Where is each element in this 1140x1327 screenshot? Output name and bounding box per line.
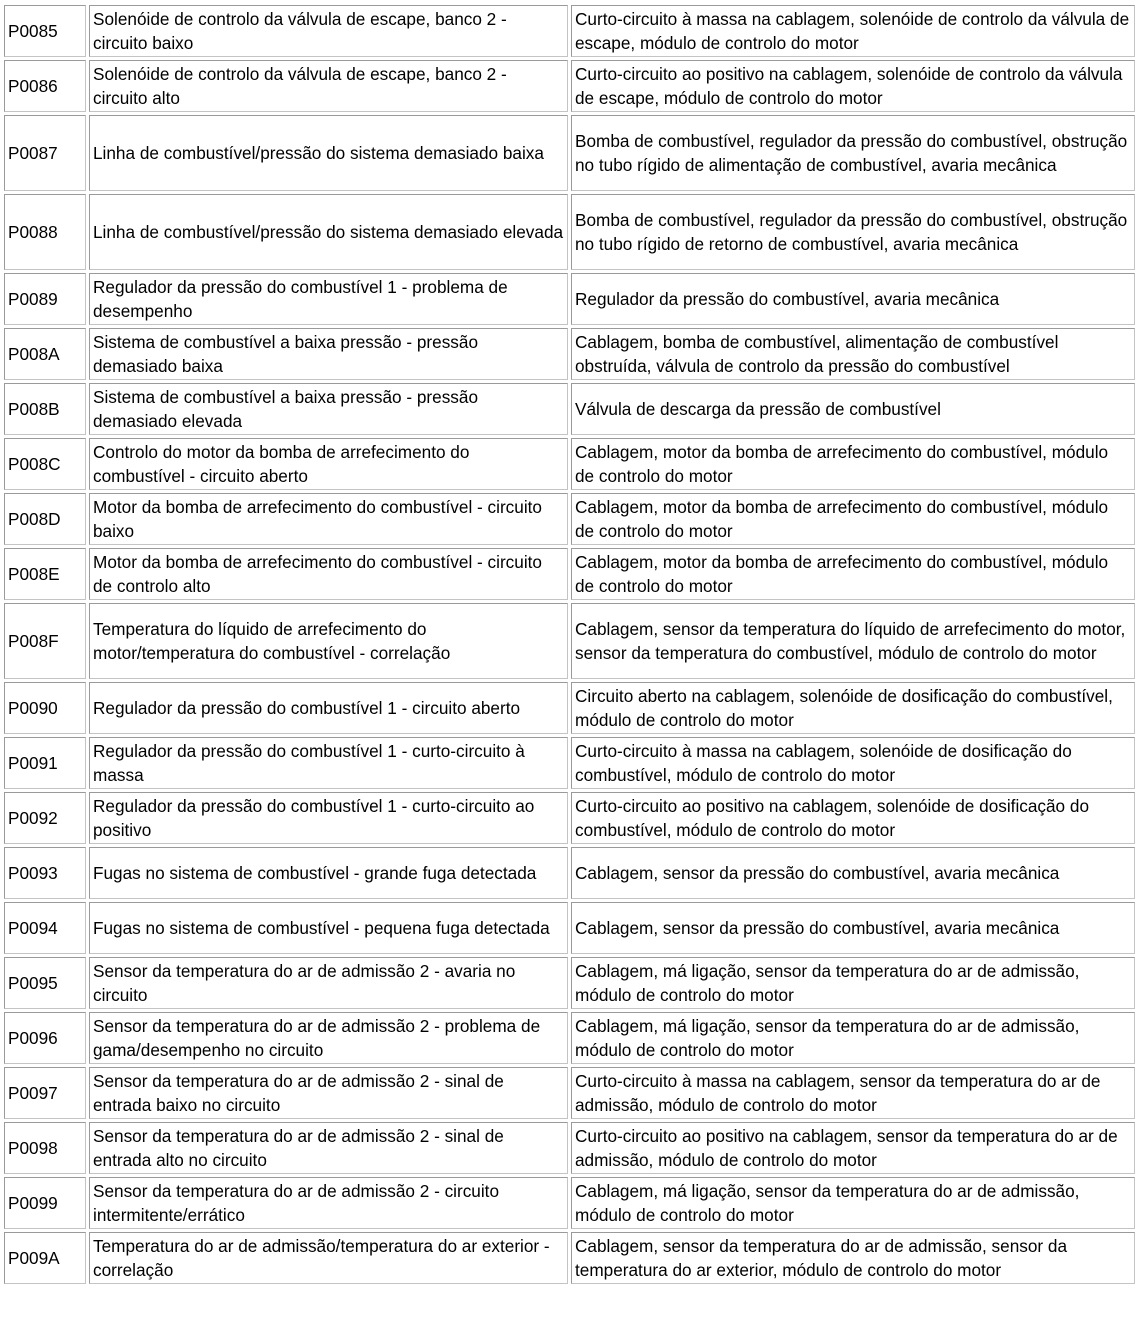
table-row — [4, 682, 1135, 734]
dtc-causes: Curto-circuito à massa na cablagem, sensor da temperatura do ar de admissão, módulo de controlo do motor — [571, 1067, 1135, 1119]
dtc-description: Regulador da pressão do combustível 1 - circuito aberto — [89, 682, 568, 734]
dtc-description: Solenóide de controlo da válvula de escape, banco 2 - circuito alto — [89, 60, 568, 112]
dtc-description: Motor da bomba de arrefecimento do combustível - circuito de controlo alto — [89, 548, 568, 600]
table-row — [4, 1067, 1135, 1119]
dtc-code: P0096 — [4, 1012, 86, 1064]
dtc-code: P0097 — [4, 1067, 86, 1119]
dtc-description: Temperatura do líquido de arrefecimento do motor/temperatura do combustível - correlação — [89, 603, 568, 679]
dtc-code: P0093 — [4, 847, 86, 899]
table-row — [4, 60, 1135, 112]
dtc-code: P008B — [4, 383, 86, 435]
table-row — [4, 1232, 1135, 1284]
dtc-causes: Cablagem, motor da bomba de arrefecimento do combustível, módulo de controlo do motor — [571, 438, 1135, 490]
dtc-description: Motor da bomba de arrefecimento do combustível - circuito baixo — [89, 493, 568, 545]
dtc-description: Controlo do motor da bomba de arrefecimento do combustível - circuito aberto — [89, 438, 568, 490]
table-row — [4, 603, 1135, 679]
dtc-code: P008E — [4, 548, 86, 600]
dtc-code: P0087 — [4, 115, 86, 191]
dtc-code: P009A — [4, 1232, 86, 1284]
dtc-causes: Curto-circuito ao positivo na cablagem, solenóide de controlo da válvula de escape, módulo de controlo do motor — [571, 60, 1135, 112]
dtc-description: Sensor da temperatura do ar de admissão 2 - sinal de entrada alto no circuito — [89, 1122, 568, 1174]
dtc-code: P0089 — [4, 273, 86, 325]
dtc-description: Sistema de combustível a baixa pressão - pressão demasiado baixa — [89, 328, 568, 380]
table-row — [4, 737, 1135, 789]
dtc-causes: Cablagem, má ligação, sensor da temperatura do ar de admissão, módulo de controlo do motor — [571, 1012, 1135, 1064]
table-row — [4, 273, 1135, 325]
dtc-code: P0088 — [4, 194, 86, 270]
dtc-description: Sistema de combustível a baixa pressão - pressão demasiado elevada — [89, 383, 568, 435]
dtc-description: Temperatura do ar de admissão/temperatura do ar exterior - correlação — [89, 1232, 568, 1284]
table-row — [4, 493, 1135, 545]
table-row — [4, 438, 1135, 490]
dtc-code: P008C — [4, 438, 86, 490]
table-row — [4, 957, 1135, 1009]
dtc-code: P0098 — [4, 1122, 86, 1174]
table-row — [4, 847, 1135, 899]
dtc-causes: Cablagem, sensor da temperatura do líquido de arrefecimento do motor, sensor da temperatura do combustível, módulo de controlo do motor — [571, 603, 1135, 679]
dtc-causes: Cablagem, má ligação, sensor da temperatura do ar de admissão, módulo de controlo do motor — [571, 957, 1135, 1009]
dtc-causes: Curto-circuito ao positivo na cablagem, solenóide de dosificação do combustível, módulo de controlo do motor — [571, 792, 1135, 844]
dtc-causes: Circuito aberto na cablagem, solenóide de dosificação do combustível, módulo de controlo do motor — [571, 682, 1135, 734]
dtc-causes: Cablagem, má ligação, sensor da temperatura do ar de admissão, módulo de controlo do motor — [571, 1177, 1135, 1229]
table-row — [4, 548, 1135, 600]
table-row — [4, 194, 1135, 270]
table-row — [4, 115, 1135, 191]
dtc-code: P0092 — [4, 792, 86, 844]
dtc-code: P0099 — [4, 1177, 86, 1229]
dtc-description: Sensor da temperatura do ar de admissão 2 - sinal de entrada baixo no circuito — [89, 1067, 568, 1119]
dtc-description: Regulador da pressão do combustível 1 - curto-circuito ao positivo — [89, 792, 568, 844]
dtc-causes: Cablagem, motor da bomba de arrefecimento do combustível, módulo de controlo do motor — [571, 493, 1135, 545]
table-row — [4, 1012, 1135, 1064]
dtc-code: P008D — [4, 493, 86, 545]
table-row — [4, 383, 1135, 435]
dtc-code: P0091 — [4, 737, 86, 789]
dtc-description: Fugas no sistema de combustível - grande fuga detectada — [89, 847, 568, 899]
dtc-causes: Bomba de combustível, regulador da pressão do combustível, obstrução no tubo rígido de alimentação de combustível, avaria mecânica — [571, 115, 1135, 191]
dtc-code: P0095 — [4, 957, 86, 1009]
table-row — [4, 1177, 1135, 1229]
dtc-causes: Regulador da pressão do combustível, avaria mecânica — [571, 273, 1135, 325]
dtc-causes: Válvula de descarga da pressão de combustível — [571, 383, 1135, 435]
dtc-causes: Curto-circuito à massa na cablagem, solenóide de controlo da válvula de escape, módulo de controlo do motor — [571, 5, 1135, 57]
dtc-table — [1, 2, 1138, 1287]
dtc-table-body — [4, 5, 1135, 1284]
table-row — [4, 328, 1135, 380]
table-row — [4, 792, 1135, 844]
dtc-causes: Cablagem, sensor da temperatura do ar de admissão, sensor da temperatura do ar exterior, módulo de controlo do motor — [571, 1232, 1135, 1284]
dtc-description: Fugas no sistema de combustível - pequena fuga detectada — [89, 902, 568, 954]
dtc-causes: Cablagem, sensor da pressão do combustível, avaria mecânica — [571, 847, 1135, 899]
dtc-description: Regulador da pressão do combustível 1 - curto-circuito à massa — [89, 737, 568, 789]
dtc-description: Sensor da temperatura do ar de admissão 2 - avaria no circuito — [89, 957, 568, 1009]
table-row — [4, 1122, 1135, 1174]
dtc-code: P0094 — [4, 902, 86, 954]
dtc-description: Regulador da pressão do combustível 1 - problema de desempenho — [89, 273, 568, 325]
dtc-code: P008F — [4, 603, 86, 679]
dtc-code: P0086 — [4, 60, 86, 112]
table-row — [4, 5, 1135, 57]
dtc-description: Solenóide de controlo da válvula de escape, banco 2 - circuito baixo — [89, 5, 568, 57]
dtc-description: Linha de combustível/pressão do sistema demasiado baixa — [89, 115, 568, 191]
dtc-causes: Curto-circuito ao positivo na cablagem, sensor da temperatura do ar de admissão, módulo de controlo do motor — [571, 1122, 1135, 1174]
dtc-code: P0090 — [4, 682, 86, 734]
dtc-code: P008A — [4, 328, 86, 380]
dtc-description: Sensor da temperatura do ar de admissão 2 - circuito intermitente/errático — [89, 1177, 568, 1229]
dtc-description: Sensor da temperatura do ar de admissão 2 - problema de gama/desempenho no circuito — [89, 1012, 568, 1064]
dtc-causes: Bomba de combustível, regulador da pressão do combustível, obstrução no tubo rígido de retorno de combustível, avaria mecânica — [571, 194, 1135, 270]
dtc-causes: Curto-circuito à massa na cablagem, solenóide de dosificação do combustível, módulo de controlo do motor — [571, 737, 1135, 789]
dtc-causes: Cablagem, sensor da pressão do combustível, avaria mecânica — [571, 902, 1135, 954]
table-row — [4, 902, 1135, 954]
dtc-causes: Cablagem, bomba de combustível, alimentação de combustível obstruída, válvula de controlo da pressão do combustível — [571, 328, 1135, 380]
dtc-causes: Cablagem, motor da bomba de arrefecimento do combustível, módulo de controlo do motor — [571, 548, 1135, 600]
dtc-description: Linha de combustível/pressão do sistema demasiado elevada — [89, 194, 568, 270]
dtc-code: P0085 — [4, 5, 86, 57]
